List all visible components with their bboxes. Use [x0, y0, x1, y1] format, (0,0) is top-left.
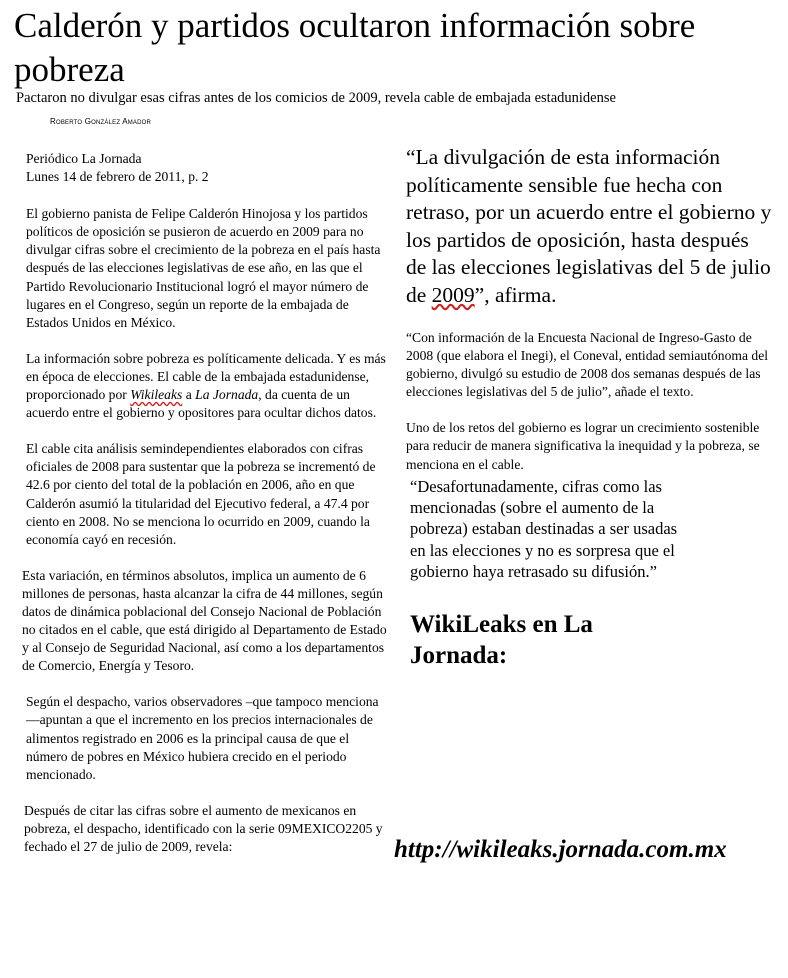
- quote-coneval: “Con información de la Encuesta Nacional de Ingreso-Gasto de 2008 (que elabora el Inegi), el Coneval, entidad semiautónoma del gobierno, divulgó su estudio de 2008 dos semanas después de las elecciones legislativas del 5 de julio”, añade el texto.: [406, 330, 768, 400]
- la-jornada-term: La Jornada: [195, 387, 259, 403]
- pull-quote-end: ”, afirma.: [474, 282, 557, 307]
- subheadline: Pactaron no divulgar esas cifras antes de los comicios de 2009, revela cable de embajada estadunidense: [16, 90, 616, 106]
- paragraph-1: El gobierno panista de Felipe Calderón Hinojosa y los partidos políticos de oposición se pusieron de acuerdo en 2009 para no divulgar cifras sobre el crecimiento de la pobreza en el país hasta después de las elecciones legislativas de ese año, en las que el Partido Revolucionario Institucional logró el mayor número de lugares en el Congreso, según un reporte de la embajada de Estados Unidos en México.: [26, 206, 381, 330]
- pull-quote-year: 2009: [431, 282, 475, 307]
- paragraph-2-start: La información sobre pobreza es políticamente delicada. Y es más en época de elecciones. El cable de la embajada estadunidense, proporcionado por: [26, 350, 386, 403]
- paragraph-4: Esta variación, en términos absolutos, implica un aumento de 6 millones de personas, hasta alcanzar la cifra de 44 millones, según datos de dinámica poblacional del Consejo Nacional de Población no citados en el cable, que está dirigido al Departamento de Estado y al Consejo de Seguridad Nacional, así como a los departamentos de Comercio, Energía y Tesoro.: [22, 567, 387, 674]
- pull-quote: [406, 144, 774, 309]
- paragraph-2: [26, 350, 388, 422]
- article-meta: [26, 150, 388, 186]
- quote-desafortunadamente: “Desafortunadamente, cifras como las mencionadas (sobre el aumento de la pobreza) estaban destinadas a ser usadas en las elecciones y no es sorpresa que el gobierno haya retrasado su difusión.”: [410, 476, 678, 582]
- right-column: [402, 144, 774, 671]
- byline-text: Roberto González Amador: [50, 117, 152, 126]
- date: Lunes 14 de febrero de 2011, p. 2: [26, 169, 209, 185]
- left-column: [22, 150, 388, 874]
- paragraph-3: El cable cita análisis semindependientes elaborados con cifras oficiales de 2008 para sustentar que la pobreza se incrementó de 42.6 por ciento del total de la población en 2006, año en que Calderón asumió la titularidad del Ejecutivo federal, a 47.4 por ciento en 2008. No se menciona lo ocurrido en 2009, cuando la economía cayó en recesión.: [26, 441, 376, 547]
- paragraph-5: Según el despacho, varios observadores –que tampoco menciona—apuntan a que el incremento en los precios internacionales de alimentos registrado en 2006 es la principal causa de que el número de pobres en México hubiera crecido en el periodo mencionado.: [26, 694, 379, 782]
- paragraph-retos: Uno de los retos del gobierno es lograr un crecimiento sostenible para reducir de manera significativa la inequidad y la pobreza, se menciona en el cable.: [406, 420, 760, 472]
- paragraph-2-end: , da cuenta de un acuerdo entre el gobierno y opositores para ocultar dichos datos.: [26, 387, 377, 421]
- wikileaks-promo-title: WikiLeaks en La Jornada:: [410, 610, 593, 669]
- headline: Calderón y partidos ocultaron información sobre pobreza: [14, 6, 696, 89]
- wikileaks-url-link[interactable]: http://wikileaks.jornada.com.mx: [394, 836, 727, 863]
- byline: [50, 117, 151, 126]
- pull-quote-start: “La divulgación de esta información políticamente sensible fue hecha con retraso, por un acuerdo entre el gobierno y los partidos de oposición, hasta después de las elecciones legislativas del 5 de julio de: [406, 145, 772, 307]
- paragraph-6: Después de citar las cifras sobre el aumento de mexicanos en pobreza, el despacho, identificado con la serie 09MEXICO2205 y fechado el 27 de julio de 2009, revela:: [24, 802, 383, 854]
- paragraph-2-a: a: [182, 387, 196, 403]
- wikileaks-term: Wikileaks: [130, 387, 183, 403]
- source: Periódico La Jornada: [26, 151, 142, 166]
